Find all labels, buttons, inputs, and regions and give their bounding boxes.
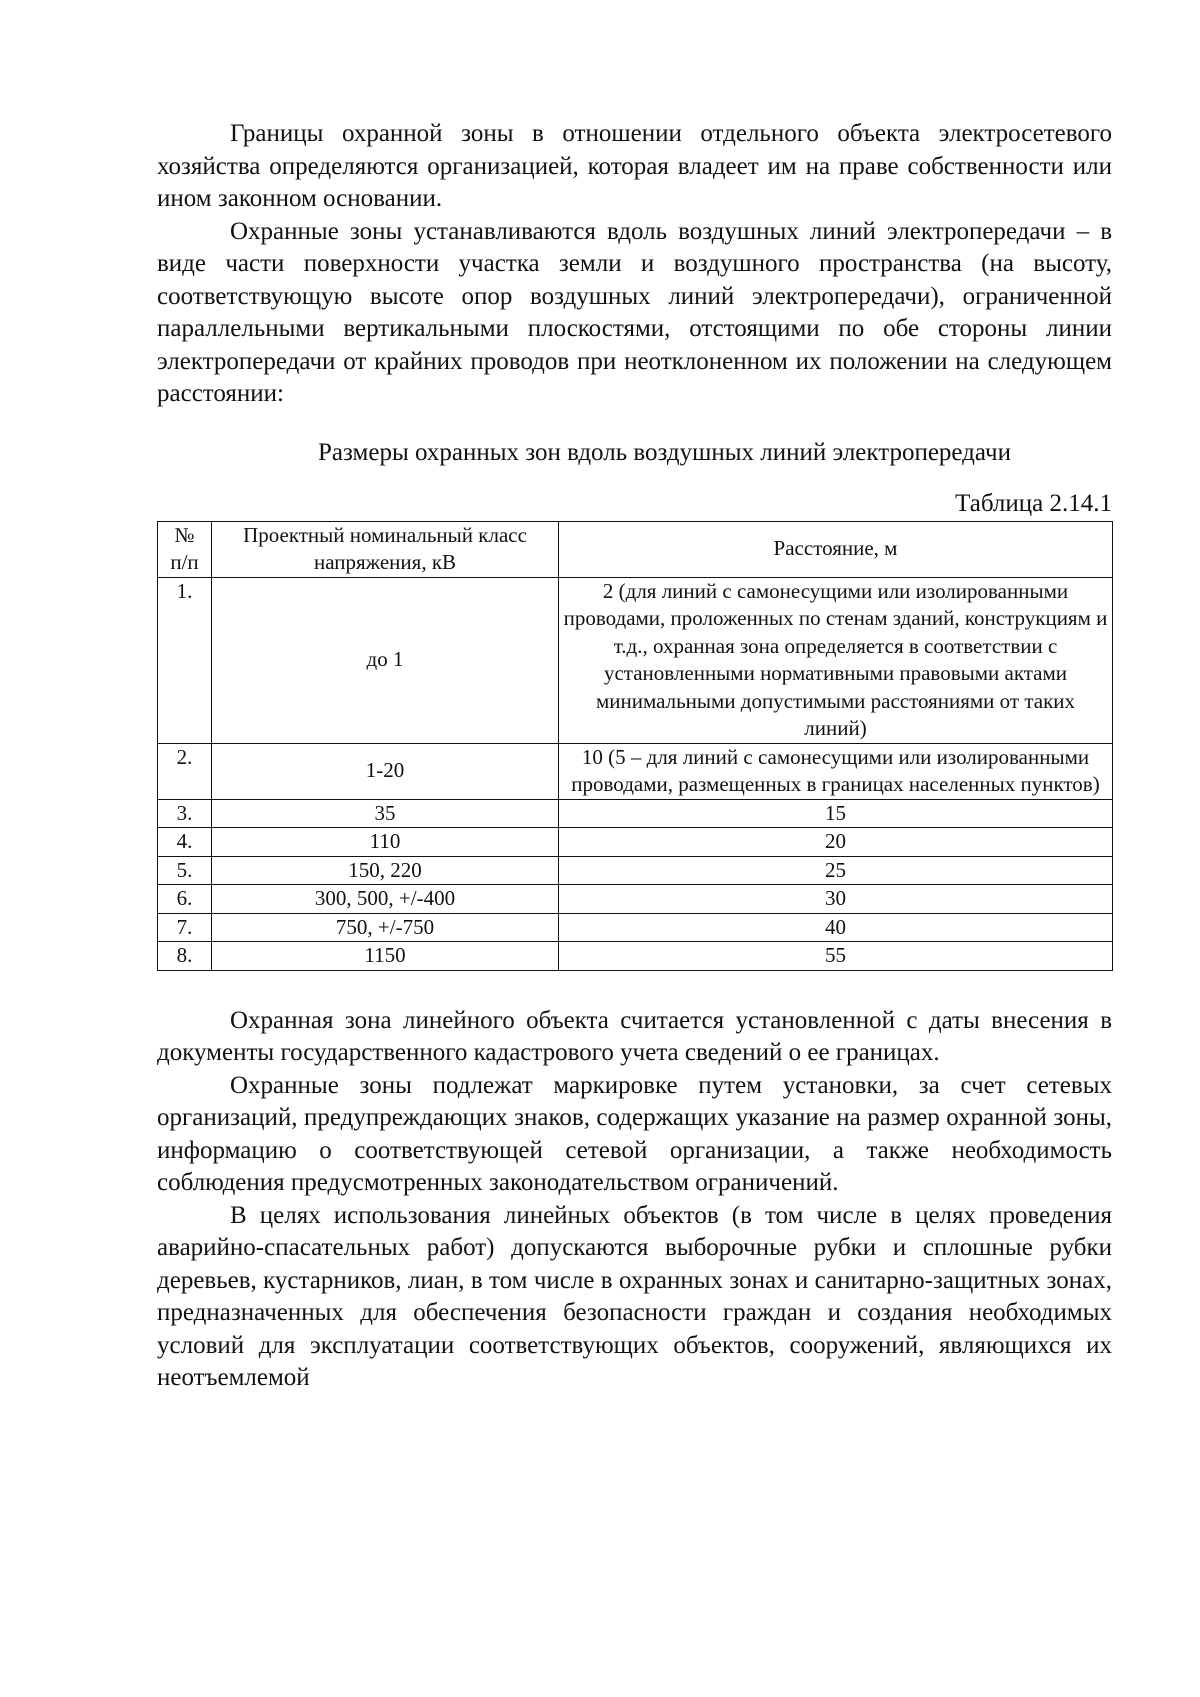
table-caption: Размеры охранных зон вдоль воздушных линий электропередачи: [318, 438, 1011, 466]
paragraph-zone-established: Охранная зона линейного объекта считается установленной с даты внесения в документы государственного кадастрового учета сведений о ее границах.: [157, 1006, 1112, 1066]
header-num: № п/п: [158, 521, 212, 577]
cell-num: 6.: [158, 885, 212, 914]
cell-num: 5.: [158, 856, 212, 885]
cell-distance: 2 (для линий с самонесущими или изолированными проводами, проложенных по стенам зданий, конструкциям и т.д., охранная зона определяется в соответствии с установленными нормативными правовыми актами минимальными допустимыми расстояниями от таких линий): [559, 577, 1113, 743]
table-row: [158, 743, 1113, 799]
cell-distance: 20: [559, 828, 1113, 857]
cell-num: 3.: [158, 799, 212, 828]
paragraph-tree-cutting: В целях использования линейных объектов (в том числе в целях проведения аварийно-спасательных работ) допускаются выборочные рубки и сплошные рубки деревьев, кустарников, лиан, в том числе в охранных зонах и санитарно-защитных зонах, предназначенных для обеспечения безопасности граждан и создания необходимых условий для эксплуатации соответствующих объектов, сооружений, являющихся их неотъемлемой: [157, 1201, 1112, 1391]
document-page: [157, 118, 1112, 1395]
table-row: [158, 577, 1113, 743]
cell-num: 8.: [158, 942, 212, 971]
table-row: [158, 856, 1113, 885]
cell-voltage: 300, 500, +/-400: [212, 885, 559, 914]
text-after-table: [157, 1005, 1112, 1395]
header-voltage: Проектный номинальный класс напряжения, кВ: [212, 521, 559, 577]
table-row: [158, 828, 1113, 857]
table-number: Таблица 2.14.1: [955, 489, 1112, 517]
paragraph-protection-zone-boundaries: Границы охранной зоны в отношении отдельного объекта электросетевого хозяйства определяются организацией, которая владеет им на праве собственности или ином законном основании.: [157, 120, 1112, 212]
cell-voltage: 110: [212, 828, 559, 857]
table-header-row: [158, 521, 1113, 577]
table-row: [158, 885, 1113, 914]
table-row: [158, 942, 1113, 971]
cell-num: 7.: [158, 913, 212, 942]
cell-distance: 25: [559, 856, 1113, 885]
cell-num: 2.: [158, 743, 212, 799]
table-row: [158, 913, 1113, 942]
cell-num: 1.: [158, 577, 212, 743]
cell-voltage: 1150: [212, 942, 559, 971]
cell-distance: 10 (5 – для линий с самонесущими или изолированными проводами, размещенных в границах населенных пунктов): [559, 743, 1113, 799]
paragraph-zone-marking: Охранные зоны подлежат маркировке путем установки, за счет сетевых организаций, предупреждающих знаков, содержащих указание на размер охранной зоны, информацию о соответствующей сетевой организации, а также необходимость соблюдения предусмотренных законодательством ограничений.: [157, 1071, 1112, 1196]
cell-voltage: 35: [212, 799, 559, 828]
cell-distance: 55: [559, 942, 1113, 971]
cell-num: 4.: [158, 828, 212, 857]
cell-distance: 30: [559, 885, 1113, 914]
cell-voltage: 150, 220: [212, 856, 559, 885]
cell-voltage: до 1: [212, 577, 559, 743]
cell-voltage: 1-20: [212, 743, 559, 799]
cell-voltage: 750, +/-750: [212, 913, 559, 942]
header-distance: Расстояние, м: [559, 521, 1113, 577]
table-row: [158, 799, 1113, 828]
cell-distance: 40: [559, 913, 1113, 942]
protection-zones-table: [157, 521, 1113, 971]
cell-distance: 15: [559, 799, 1113, 828]
paragraph-protection-zone-definition: Охранные зоны устанавливаются вдоль воздушных линий электропередачи – в виде части поверхности участка земли и воздушного пространства (на высоту, соответствующую высоте опор воздушных линий электропередачи), ограниченной параллельными вертикальными плоскостями, отстоящими по обе стороны линии электропередачи от крайних проводов при неотклоненном их положении на следующем расстоянии:: [157, 217, 1112, 407]
